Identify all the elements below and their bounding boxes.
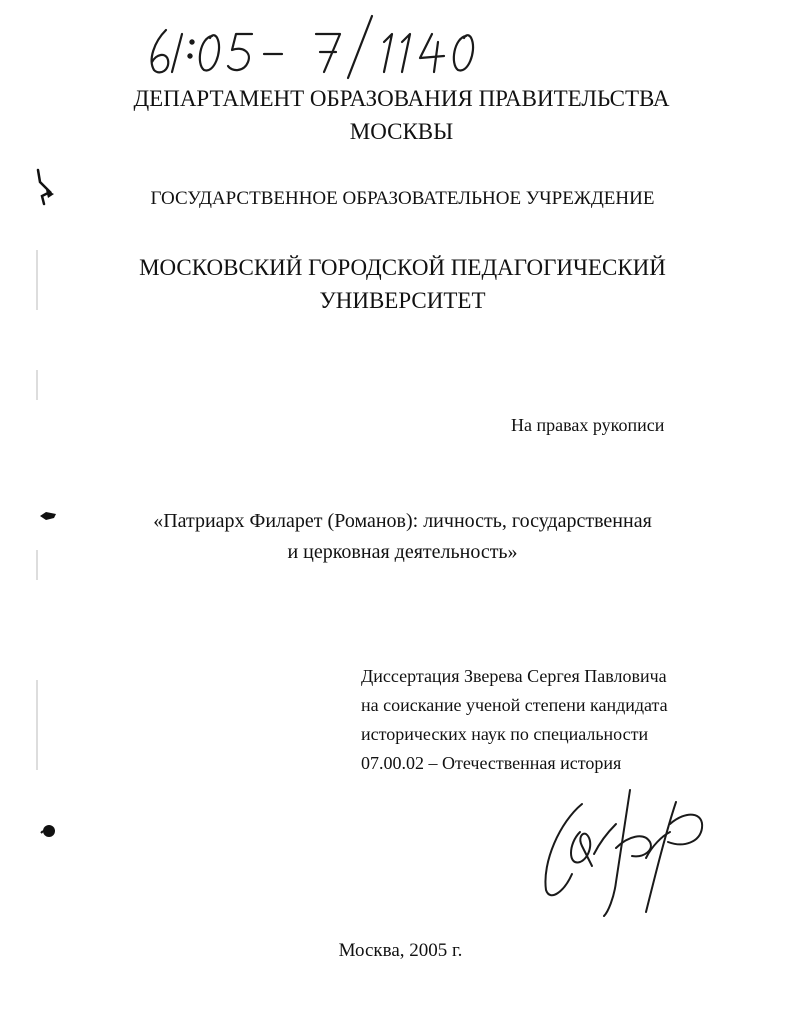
department-line-2: МОСКВЫ <box>349 119 454 144</box>
scan-artifact-icon <box>30 168 60 208</box>
manuscript-rights-note: На правах рукописи <box>511 415 665 435</box>
university-name <box>0 251 799 317</box>
title-line-1: «Патриарх Филарет (Романов): личность, государственная <box>153 510 652 532</box>
handwritten-code-icon <box>140 12 480 82</box>
place-and-year: Москва, 2005 г. <box>338 940 463 961</box>
department-line-1: ДЕПАРТАМЕНТ ОБРАЗОВАНИЯ ПРАВИТЕЛЬСТВА <box>133 86 670 111</box>
institution-type: ГОСУДАРСТВЕННОЕ ОБРАЗОВАТЕЛЬНОЕ УЧРЕЖДЕНИЕ <box>150 188 655 209</box>
margin-line-icon <box>34 250 40 810</box>
department-heading <box>0 82 799 148</box>
punch-hole-mark-icon <box>38 508 58 524</box>
details-line-3: исторических наук по специальности <box>361 724 649 744</box>
dissertation-title <box>0 506 799 568</box>
title-line-2: и церковная деятельность» <box>287 541 518 563</box>
university-line-1: МОСКОВСКИЙ ГОРОДСКОЙ ПЕДАГОГИЧЕСКИЙ <box>139 255 666 280</box>
details-line-2: на соискание ученой степени кандидата <box>361 695 668 715</box>
punch-hole-mark-icon <box>40 822 58 840</box>
details-line-4: 07.00.02 – Отечественная история <box>361 753 622 773</box>
details-line-1: Диссертация Зверева Сергея Павловича <box>361 666 667 686</box>
dissertation-details <box>361 662 668 778</box>
university-line-2: УНИВЕРСИТЕТ <box>319 288 486 313</box>
handwritten-signature-icon <box>520 762 720 922</box>
